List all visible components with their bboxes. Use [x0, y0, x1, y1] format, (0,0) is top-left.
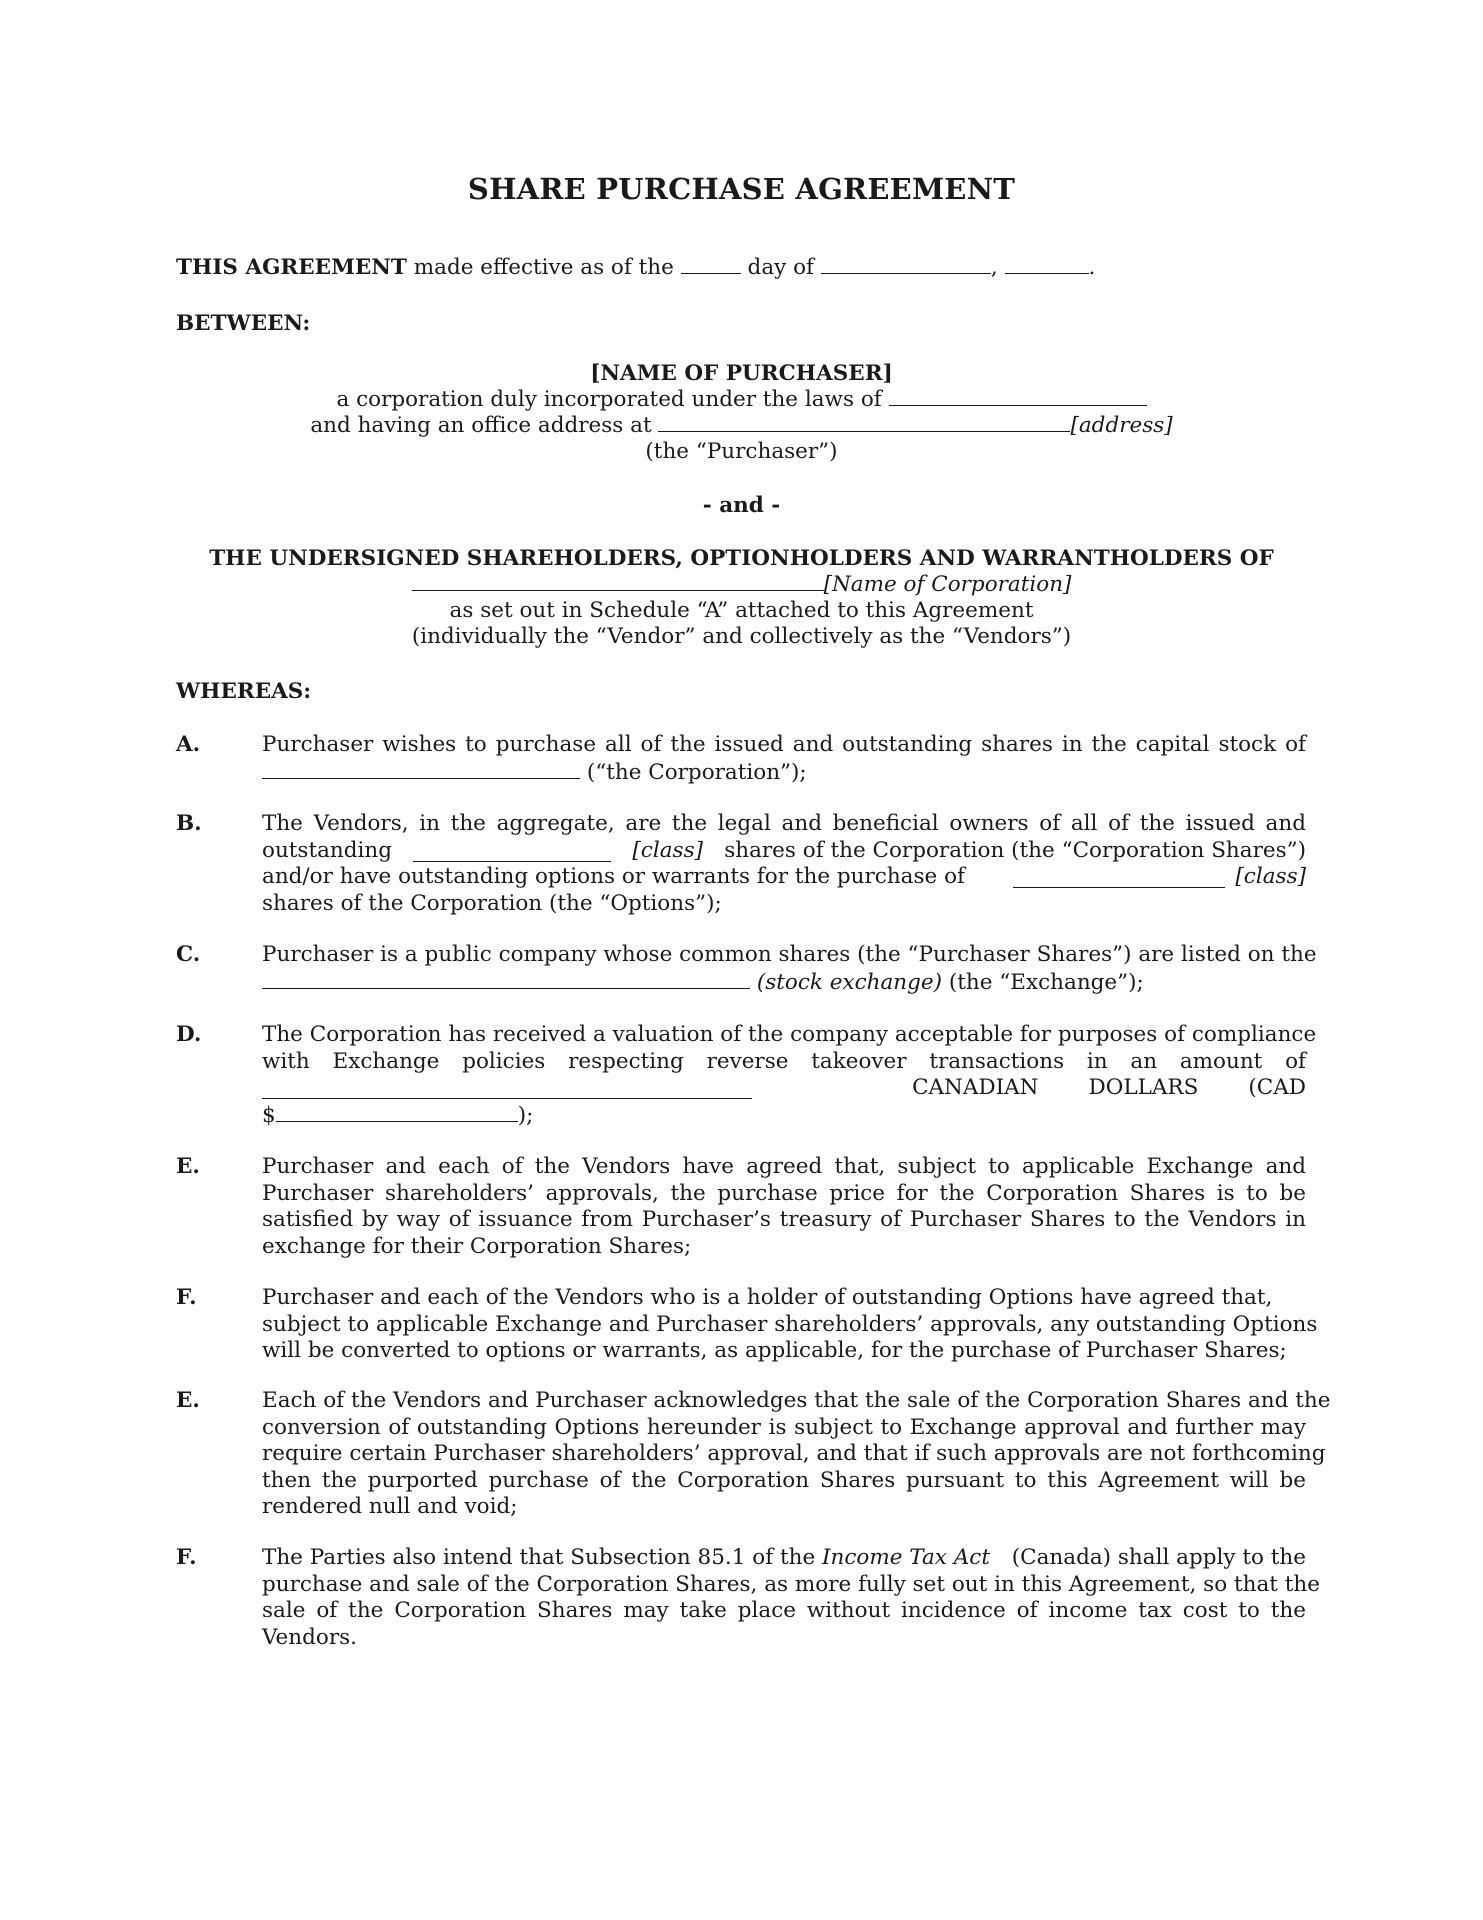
recital-body — [262, 1388, 1331, 1521]
recital-line: Purchaser shareholders’ approvals, the purchase price for the Corporation Shares is to be — [262, 1180, 1306, 1206]
recital-line: subject to applicable Exchange and Purchaser shareholders’ approvals, any outstanding Options — [262, 1311, 1318, 1337]
recital-letter: E. — [176, 1388, 200, 1413]
recital-body — [262, 732, 1306, 786]
recital-body — [262, 811, 1306, 917]
recital-line: then the purported purchase of the Corporation Shares pursuant to this Agreement will be — [262, 1467, 1306, 1493]
act-name: Income Tax Act — [822, 1545, 990, 1570]
document-title: SHARE PURCHASE AGREEMENT — [467, 172, 1016, 206]
jurisdiction-blank — [889, 386, 1147, 406]
recital-b-line-2a: outstanding — [262, 837, 393, 863]
recital-letter: E. — [176, 1154, 200, 1179]
and-separator: - and - — [702, 493, 781, 518]
recital-d-word: of — [1285, 1048, 1306, 1074]
intro-text-2: day of — [740, 255, 821, 280]
vendors-heading: THE UNDERSIGNED SHAREHOLDERS, OPTIONHOLDERS AND WARRANTHOLDERS OF — [209, 546, 1274, 571]
purchaser-jurisdiction-line — [0, 386, 1483, 413]
recital-b-line-2b: shares of the Corporation (the “Corporation Shares”) — [724, 837, 1306, 863]
amount-figures-blank — [276, 1102, 518, 1122]
vendors-schedule-line: as set out in Schedule “A” attached to this Agreement — [449, 598, 1034, 623]
recital-d-word: Exchange — [332, 1048, 440, 1074]
recital-body — [262, 1285, 1318, 1365]
class-blank-2 — [1013, 868, 1225, 888]
vendors-corporation-line — [0, 571, 1483, 598]
recital-line: sale of the Corporation Shares may take place without incidence of income tax cost to the — [262, 1598, 1306, 1623]
recital-b-line-3-end — [1013, 864, 1306, 891]
recital-b-line-1: The Vendors, in the aggregate, are the legal and beneficial owners of all of the issued and — [262, 811, 1306, 836]
recital-f-2-text-a: The Parties also intend that Subsection 85.1 of the — [262, 1545, 823, 1570]
recital-line: Purchaser and each of the Vendors have agreed that, subject to applicable Exchange and — [262, 1154, 1306, 1179]
recital-line: conversion of outstanding Options hereunder is subject to Exchange approval and further may — [262, 1414, 1306, 1440]
recital-line: Vendors. — [262, 1624, 357, 1650]
recital-line: exchange for their Corporation Shares; — [262, 1233, 692, 1259]
recital-d-line-3 — [262, 1075, 1306, 1102]
address-blank — [658, 412, 1070, 432]
recital-line: purchase and sale of the Corporation Shares, as more fully set out in this Agreement, so that the — [262, 1571, 1320, 1597]
recital-f-2-line-1 — [262, 1545, 1306, 1572]
corporation-blank — [412, 571, 824, 591]
recital-d-word: in — [1086, 1048, 1108, 1074]
recital-line: rendered null and void; — [262, 1494, 518, 1519]
intro-text-1: made effective as of the — [406, 255, 681, 280]
recital-letter: A. — [176, 732, 201, 757]
vendors-label: (individually the “Vendor” and collectively as the “Vendors”) — [411, 624, 1072, 649]
recital-d-word: respecting — [568, 1048, 684, 1074]
recital-d-line-4 — [262, 1102, 1306, 1130]
intro-text-4: . — [1088, 255, 1096, 280]
recital-d-line-1: The Corporation has received a valuation of the company acceptable for purposes of compliance — [262, 1022, 1317, 1047]
exchange-blank — [262, 969, 750, 989]
cad-word: DOLLARS — [1088, 1075, 1199, 1100]
recital-a-line-2-text: (“the Corporation”); — [580, 759, 807, 785]
class-blank-1 — [413, 842, 611, 862]
cad-word: (CAD — [1248, 1075, 1306, 1100]
purchaser-line2-text: and having an office address at — [310, 413, 659, 438]
recital-c-line-1: Purchaser is a public company whose common shares (the “Purchaser Shares”) are listed on the — [262, 942, 1317, 967]
recital-body — [262, 1022, 1317, 1129]
year-blank — [1005, 254, 1089, 274]
whereas-heading: WHEREAS: — [176, 679, 312, 704]
recital-c-line-2-text: (the “Exchange”); — [942, 969, 1144, 995]
class-placeholder-1: [class] — [632, 837, 703, 863]
recital-body — [262, 1154, 1306, 1260]
recital-line: satisfied by way of issuance from Purchaser’s treasury of Purchaser Shares to the Vendors in — [262, 1207, 1306, 1232]
recital-b-line-3a: and/or have outstanding options or warrants for the purchase of — [262, 864, 965, 889]
recital-d-word: an — [1130, 1048, 1158, 1074]
dollar-sign: $ — [262, 1102, 276, 1128]
purchaser-line1-text: a corporation duly incorporated under the laws of — [336, 387, 889, 412]
intro-text-3: , — [990, 255, 1005, 280]
amount-words-blank — [262, 1079, 752, 1099]
recital-b-line-3 — [262, 864, 1306, 891]
recital-letter: F. — [176, 1285, 197, 1310]
purchaser-name: [NAME OF PURCHASER] — [590, 361, 893, 386]
recital-d-line-2 — [262, 1049, 1306, 1076]
recital-d-word: amount — [1179, 1048, 1263, 1074]
class-placeholder-2: [class] — [1235, 864, 1306, 889]
day-blank — [681, 254, 741, 274]
purchaser-label: (the “Purchaser”) — [645, 439, 838, 464]
cad-word: CANADIAN — [912, 1075, 1039, 1100]
recital-letter: B. — [176, 811, 202, 836]
recital-line: will be converted to options or warrants, as applicable, for the purchase of Purchaser Shares; — [262, 1338, 1287, 1363]
recital-d-word: takeover — [811, 1048, 907, 1074]
recital-b-line-2 — [262, 838, 1306, 865]
recital-line: Purchaser and each of the Vendors who is a holder of outstanding Options have agreed that, — [262, 1285, 1273, 1310]
purchaser-address-line — [0, 412, 1483, 439]
intro-bold: THIS AGREEMENT — [176, 255, 407, 280]
recital-c-line-2 — [262, 969, 1306, 997]
recital-line: require certain Purchaser shareholders’ approval, and that if such approvals are not forthcoming — [262, 1441, 1326, 1466]
recital-letter: F. — [176, 1545, 197, 1570]
recital-f-2-text-b: (Canada) shall apply to the — [1004, 1545, 1306, 1570]
recital-d-word: transactions — [929, 1048, 1065, 1074]
recital-body — [262, 1545, 1320, 1651]
recital-d-end: ); — [517, 1102, 534, 1128]
recital-line: Each of the Vendors and Purchaser acknowledges that the sale of the Corporation Shares and the — [262, 1388, 1331, 1413]
address-placeholder: [address] — [1070, 413, 1173, 438]
recital-d-word: with — [262, 1048, 310, 1074]
month-blank — [821, 254, 991, 274]
intro-line — [176, 254, 1095, 281]
exchange-placeholder: (stock exchange) — [756, 969, 943, 995]
recital-body — [262, 942, 1317, 996]
recital-letter: D. — [176, 1022, 202, 1047]
recital-b-line-4: shares of the Corporation (the “Options”); — [262, 890, 722, 916]
recital-a-line-1: Purchaser wishes to purchase all of the issued and outstanding shares in the capital stock of — [262, 732, 1306, 757]
between-heading: BETWEEN: — [176, 311, 311, 336]
recital-d-word: reverse — [706, 1048, 789, 1074]
recital-letter: C. — [176, 942, 201, 967]
corporation-name-blank — [262, 759, 580, 779]
corporation-placeholder: [Name of Corporation] — [823, 572, 1072, 597]
recital-a-line-2 — [262, 759, 1306, 787]
recital-d-word: policies — [462, 1048, 546, 1074]
